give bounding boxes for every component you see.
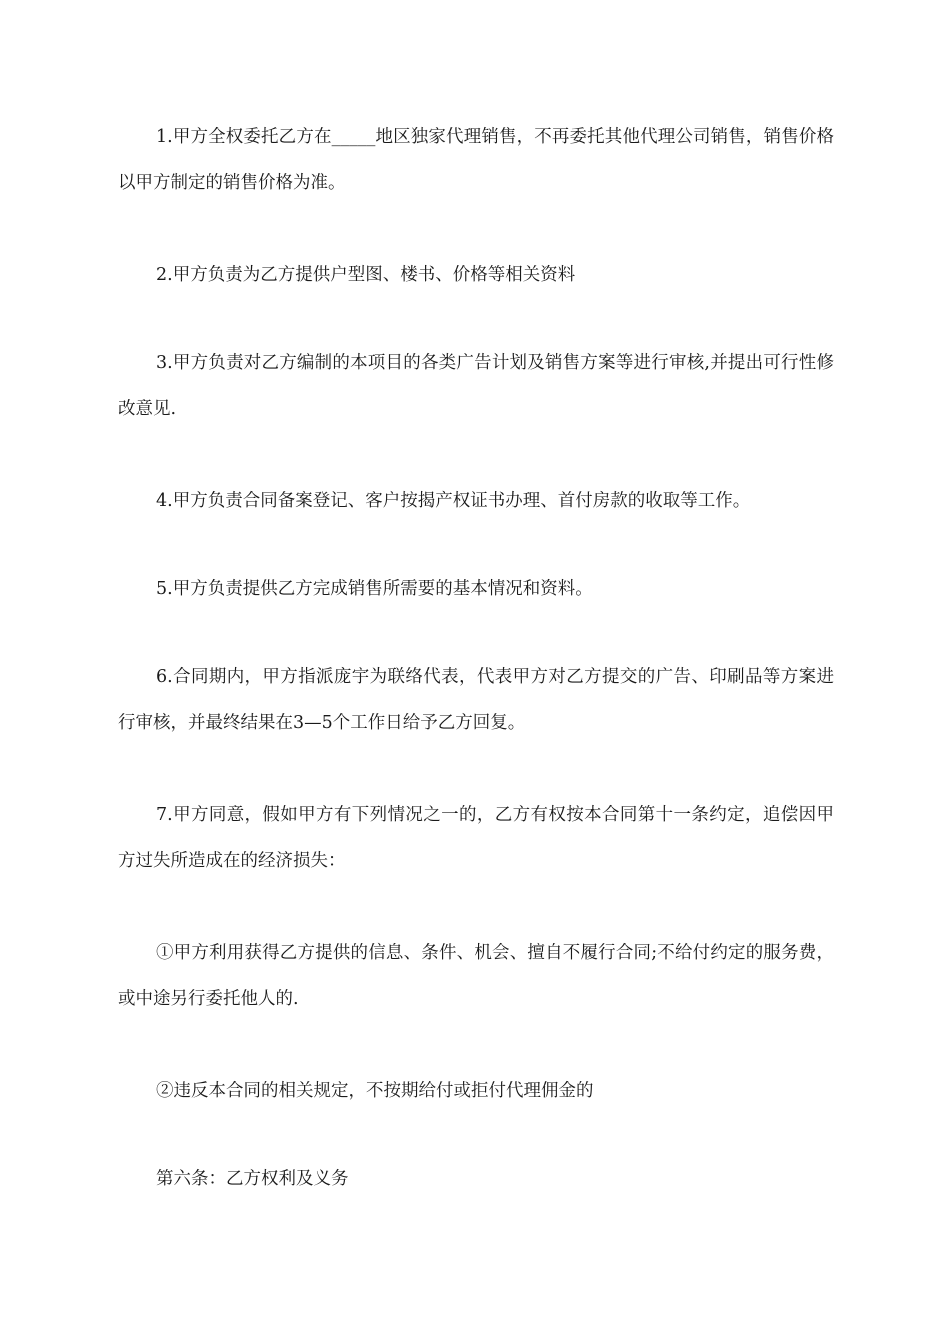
section-heading: 第六条：乙方权利及义务 <box>156 1169 349 1189</box>
sub-clause-1: ①甲方利用获得乙方提供的信息、条件、机会、擅自不履行合同;不给付约定的服务费，或中途另行委托他人的. <box>118 943 834 1009</box>
clause-6: 6.合同期内，甲方指派庞宇为联络代表，代表甲方对乙方提交的广告、印刷品等方案进行审核，并最终结果在3—5个工作日给予乙方回复。 <box>118 667 834 733</box>
clause-4: 4.甲方负责合同备案登记、客户按揭产权证书办理、首付房款的收取等工作。 <box>156 491 751 511</box>
clause-5: 5.甲方负责提供乙方完成销售所需要的基本情况和资料。 <box>156 579 593 599</box>
clause-2: 2.甲方负责为乙方提供户型图、楼书、价格等相关资料 <box>156 265 576 285</box>
clause-3: 3.甲方负责对乙方编制的本项目的各类广告计划及销售方案等进行审核,并提出可行性修改意见. <box>118 353 834 419</box>
sub-clause-2: ②违反本合同的相关规定，不按期给付或拒付代理佣金的 <box>156 1081 594 1101</box>
clause-1: 1.甲方全权委托乙方在_____地区独家代理销售，不再委托其他代理公司销售，销售价格以甲方制定的销售价格为准。 <box>118 127 834 193</box>
clause-7: 7.甲方同意，假如甲方有下列情况之一的，乙方有权按本合同第十一条约定，追偿因甲方过失所造成在的经济损失： <box>118 805 834 871</box>
